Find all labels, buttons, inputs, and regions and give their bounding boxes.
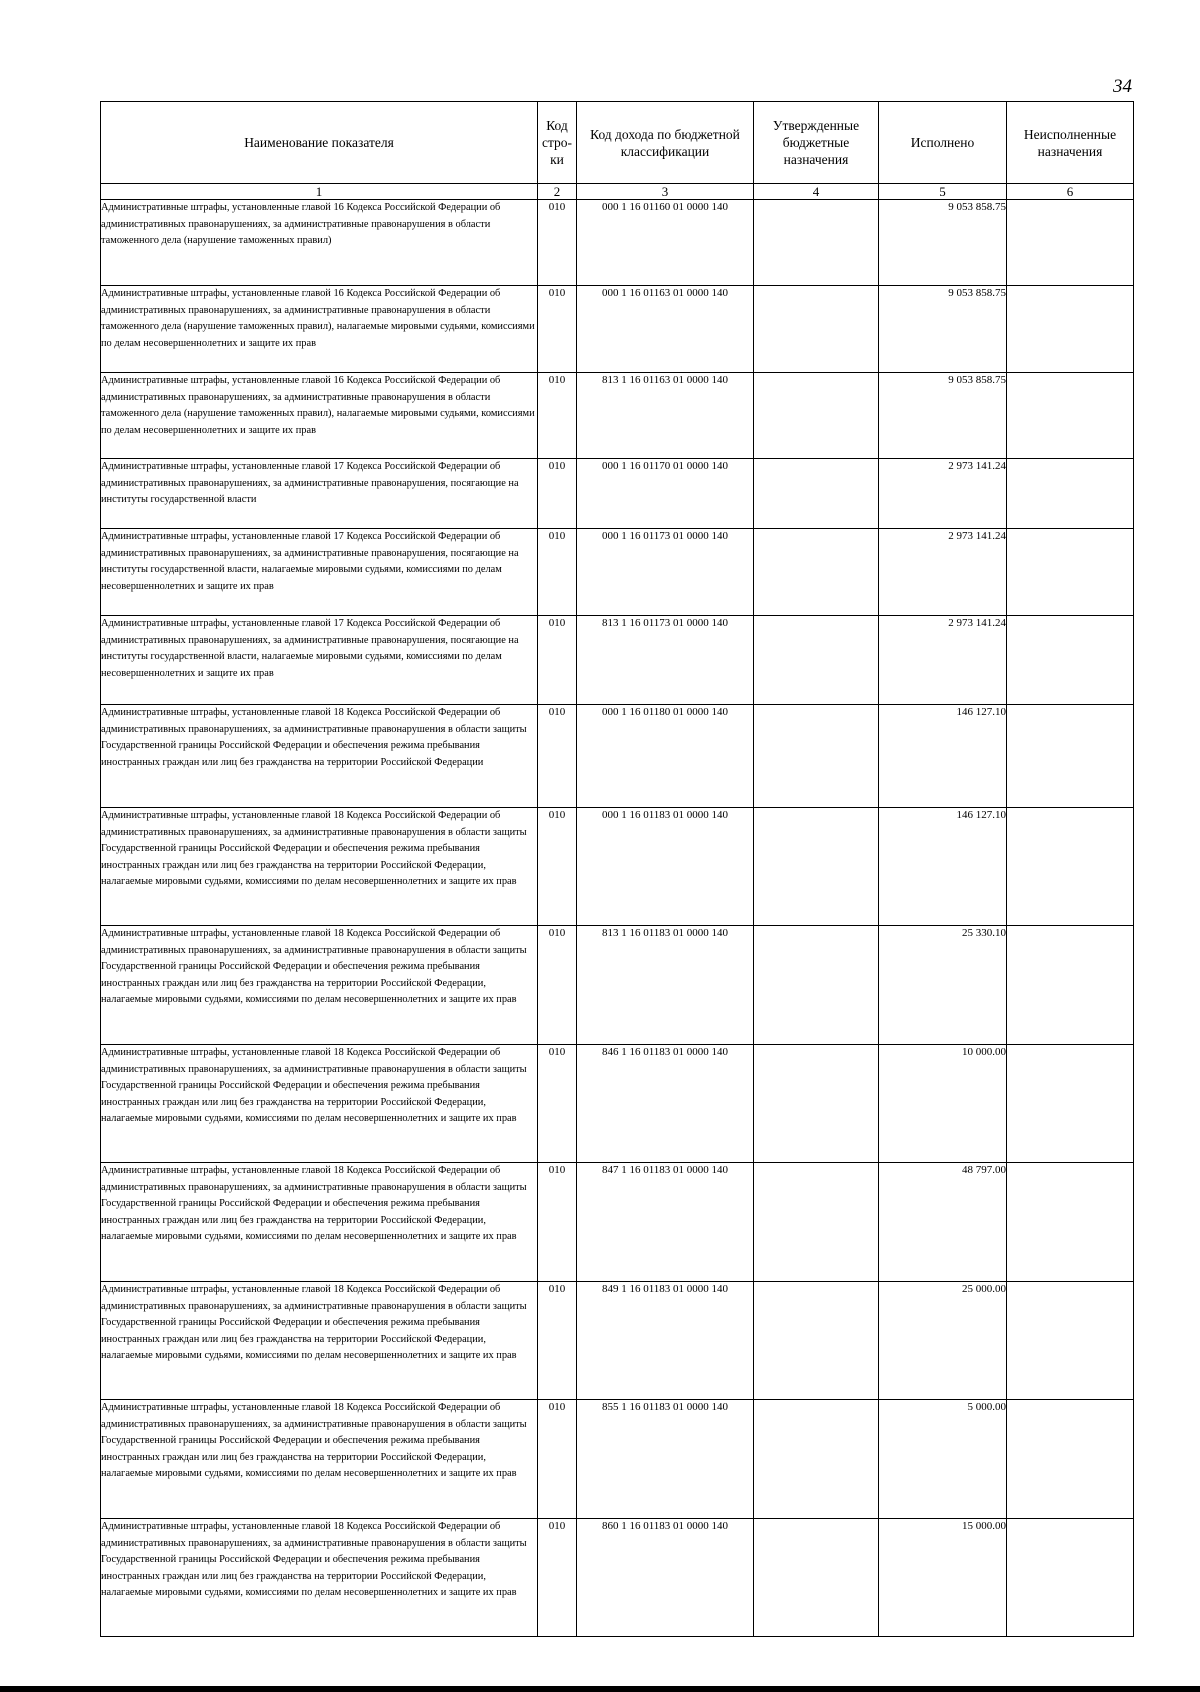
header-row (101, 102, 1134, 184)
header-executed: Исполнено (879, 102, 1007, 184)
row-code: 010 (538, 1045, 577, 1163)
row-code: 010 (538, 373, 577, 459)
row-approved (754, 616, 879, 705)
row-budget-code: 849 1 16 01183 01 0000 140 (577, 1282, 754, 1400)
row-unexecuted (1007, 529, 1134, 616)
row-unexecuted (1007, 926, 1134, 1045)
row-executed: 9 053 858.75 (879, 373, 1007, 459)
row-name: Административные штрафы, установленные главой 18 Кодекса Российской Федерации об административных правонарушениях, за административные правонарушения в области защиты Государственной границы Российской Федерации и обеспечения режима пребывания иностранных граждан или лиц без гражданства на территории Российской Федерации, налагаемые мировыми судьями, комиссиями по делам несовершеннолетних и защите их прав (101, 808, 538, 926)
table-row (101, 529, 1134, 616)
row-executed: 25 000.00 (879, 1282, 1007, 1400)
row-code: 010 (538, 459, 577, 529)
row-unexecuted (1007, 373, 1134, 459)
row-approved (754, 286, 879, 373)
row-budget-code: 855 1 16 01183 01 0000 140 (577, 1400, 754, 1519)
table-row (101, 286, 1134, 373)
row-approved (754, 200, 879, 286)
table-row (101, 200, 1134, 286)
row-name: Административные штрафы, установленные главой 17 Кодекса Российской Федерации об административных правонарушениях, за административные правонарушения, посягающие на институты государственной власти, налагаемые мировыми судьями, комиссиями по делам несовершеннолетних и защите их прав (101, 529, 538, 616)
table-row (101, 1400, 1134, 1519)
table-row (101, 1163, 1134, 1282)
row-executed: 9 053 858.75 (879, 200, 1007, 286)
row-code: 010 (538, 1519, 577, 1637)
row-approved (754, 926, 879, 1045)
row-name: Административные штрафы, установленные главой 17 Кодекса Российской Федерации об административных правонарушениях, за административные правонарушения, посягающие на институты государственной власти, налагаемые мировыми судьями, комиссиями по делам несовершеннолетних и защите их прав (101, 616, 538, 705)
row-name: Административные штрафы, установленные главой 18 Кодекса Российской Федерации об административных правонарушениях, за административные правонарушения в области защиты Государственной границы Российской Федерации и обеспечения режима пребывания иностранных граждан или лиц без гражданства на территории Российской Федерации, налагаемые мировыми судьями, комиссиями по делам несовершеннолетних и защите их прав (101, 1282, 538, 1400)
row-code: 010 (538, 926, 577, 1045)
table-row (101, 926, 1134, 1045)
column-number: 4 (754, 184, 879, 200)
row-approved (754, 1045, 879, 1163)
row-budget-code: 000 1 16 01180 01 0000 140 (577, 705, 754, 808)
row-unexecuted (1007, 616, 1134, 705)
row-name: Административные штрафы, установленные главой 18 Кодекса Российской Федерации об административных правонарушениях, за административные правонарушения в области защиты Государственной границы Российской Федерации и обеспечения режима пребывания иностранных граждан или лиц без гражданства на территории Российской Федерации, налагаемые мировыми судьями, комиссиями по делам несовершеннолетних и защите их прав (101, 926, 538, 1045)
row-code: 010 (538, 200, 577, 286)
row-executed: 146 127.10 (879, 808, 1007, 926)
row-name: Административные штрафы, установленные главой 17 Кодекса Российской Федерации об административных правонарушениях, за административные правонарушения, посягающие на институты государственной власти (101, 459, 538, 529)
row-executed: 10 000.00 (879, 1045, 1007, 1163)
row-unexecuted (1007, 808, 1134, 926)
column-number: 1 (101, 184, 538, 200)
row-executed: 2 973 141.24 (879, 616, 1007, 705)
row-budget-code: 000 1 16 01173 01 0000 140 (577, 529, 754, 616)
row-budget-code: 813 1 16 01163 01 0000 140 (577, 373, 754, 459)
row-code: 010 (538, 1282, 577, 1400)
row-approved (754, 705, 879, 808)
row-budget-code: 813 1 16 01183 01 0000 140 (577, 926, 754, 1045)
row-code: 010 (538, 616, 577, 705)
column-number-row (101, 184, 1134, 200)
row-executed: 15 000.00 (879, 1519, 1007, 1637)
column-number: 2 (538, 184, 577, 200)
row-code: 010 (538, 1400, 577, 1519)
row-approved (754, 373, 879, 459)
table-row (101, 705, 1134, 808)
row-budget-code: 000 1 16 01163 01 0000 140 (577, 286, 754, 373)
header-approved: Утвержденные бюджетные назначения (754, 102, 879, 184)
row-executed: 25 330.10 (879, 926, 1007, 1045)
row-code: 010 (538, 808, 577, 926)
row-unexecuted (1007, 1282, 1134, 1400)
row-name: Административные штрафы, установленные главой 18 Кодекса Российской Федерации об административных правонарушениях, за административные правонарушения в области защиты Государственной границы Российской Федерации и обеспечения режима пребывания иностранных граждан или лиц без гражданства на территории Российской Федерации, налагаемые мировыми судьями, комиссиями по делам несовершеннолетних и защите их прав (101, 1163, 538, 1282)
column-number: 5 (879, 184, 1007, 200)
row-unexecuted (1007, 286, 1134, 373)
row-approved (754, 1519, 879, 1637)
table-row (101, 373, 1134, 459)
row-name: Административные штрафы, установленные главой 18 Кодекса Российской Федерации об административных правонарушениях, за административные правонарушения в области защиты Государственной границы Российской Федерации и обеспечения режима пребывания иностранных граждан или лиц без гражданства на территории Российской Федерации, налагаемые мировыми судьями, комиссиями по делам несовершеннолетних и защите их прав (101, 1519, 538, 1637)
budget-execution-table (100, 101, 1134, 1637)
table-row (101, 459, 1134, 529)
row-budget-code: 860 1 16 01183 01 0000 140 (577, 1519, 754, 1637)
row-unexecuted (1007, 1400, 1134, 1519)
row-budget-code: 000 1 16 01170 01 0000 140 (577, 459, 754, 529)
row-unexecuted (1007, 459, 1134, 529)
row-executed: 146 127.10 (879, 705, 1007, 808)
header-unexecuted: Неисполненные назначения (1007, 102, 1134, 184)
table-row (101, 808, 1134, 926)
header-indicator-name: Наименование показателя (101, 102, 538, 184)
header-row-code: Код стро-ки (538, 102, 577, 184)
row-budget-code: 813 1 16 01173 01 0000 140 (577, 616, 754, 705)
row-unexecuted (1007, 200, 1134, 286)
row-budget-code: 000 1 16 01183 01 0000 140 (577, 808, 754, 926)
row-budget-code: 000 1 16 01160 01 0000 140 (577, 200, 754, 286)
table-row (101, 1282, 1134, 1400)
row-budget-code: 847 1 16 01183 01 0000 140 (577, 1163, 754, 1282)
row-unexecuted (1007, 1045, 1134, 1163)
row-executed: 48 797.00 (879, 1163, 1007, 1282)
row-name: Административные штрафы, установленные главой 16 Кодекса Российской Федерации об административных правонарушениях, за административные правонарушения в области таможенного дела (нарушение таможенных правил), налагаемые мировыми судьями, комиссиями по делам несовершеннолетних и защите их прав (101, 373, 538, 459)
row-executed: 9 053 858.75 (879, 286, 1007, 373)
row-name: Административные штрафы, установленные главой 16 Кодекса Российской Федерации об административных правонарушениях, за административные правонарушения в области таможенного дела (нарушение таможенных правил) (101, 200, 538, 286)
page-number: 34 (1113, 76, 1132, 97)
row-approved (754, 1282, 879, 1400)
row-name: Административные штрафы, установленные главой 18 Кодекса Российской Федерации об административных правонарушениях, за административные правонарушения в области защиты Государственной границы Российской Федерации и обеспечения режима пребывания иностранных граждан или лиц без гражданства на территории Российской Федерации, налагаемые мировыми судьями, комиссиями по делам несовершеннолетних и защите их прав (101, 1045, 538, 1163)
row-executed: 2 973 141.24 (879, 459, 1007, 529)
scan-bottom-edge (0, 1686, 1200, 1692)
row-approved (754, 808, 879, 926)
row-unexecuted (1007, 1163, 1134, 1282)
row-name: Административные штрафы, установленные главой 18 Кодекса Российской Федерации об административных правонарушениях, за административные правонарушения в области защиты Государственной границы Российской Федерации и обеспечения режима пребывания иностранных граждан или лиц без гражданства на территории Российской Федерации (101, 705, 538, 808)
row-approved (754, 1400, 879, 1519)
row-code: 010 (538, 1163, 577, 1282)
row-approved (754, 529, 879, 616)
row-name: Административные штрафы, установленные главой 18 Кодекса Российской Федерации об административных правонарушениях, за административные правонарушения в области защиты Государственной границы Российской Федерации и обеспечения режима пребывания иностранных граждан или лиц без гражданства на территории Российской Федерации, налагаемые мировыми судьями, комиссиями по делам несовершеннолетних и защите их прав (101, 1400, 538, 1519)
row-budget-code: 846 1 16 01183 01 0000 140 (577, 1045, 754, 1163)
column-number: 6 (1007, 184, 1134, 200)
row-executed: 2 973 141.24 (879, 529, 1007, 616)
table-row (101, 1045, 1134, 1163)
column-number: 3 (577, 184, 754, 200)
row-code: 010 (538, 286, 577, 373)
row-approved (754, 1163, 879, 1282)
row-executed: 5 000.00 (879, 1400, 1007, 1519)
table-row (101, 1519, 1134, 1637)
row-code: 010 (538, 705, 577, 808)
row-unexecuted (1007, 1519, 1134, 1637)
row-approved (754, 459, 879, 529)
row-code: 010 (538, 529, 577, 616)
table-row (101, 616, 1134, 705)
row-unexecuted (1007, 705, 1134, 808)
row-name: Административные штрафы, установленные главой 16 Кодекса Российской Федерации об административных правонарушениях, за административные правонарушения в области таможенного дела (нарушение таможенных правил), налагаемые мировыми судьями, комиссиями по делам несовершеннолетних и защите их прав (101, 286, 538, 373)
header-budget-code: Код дохода по бюджетной классификации (577, 102, 754, 184)
